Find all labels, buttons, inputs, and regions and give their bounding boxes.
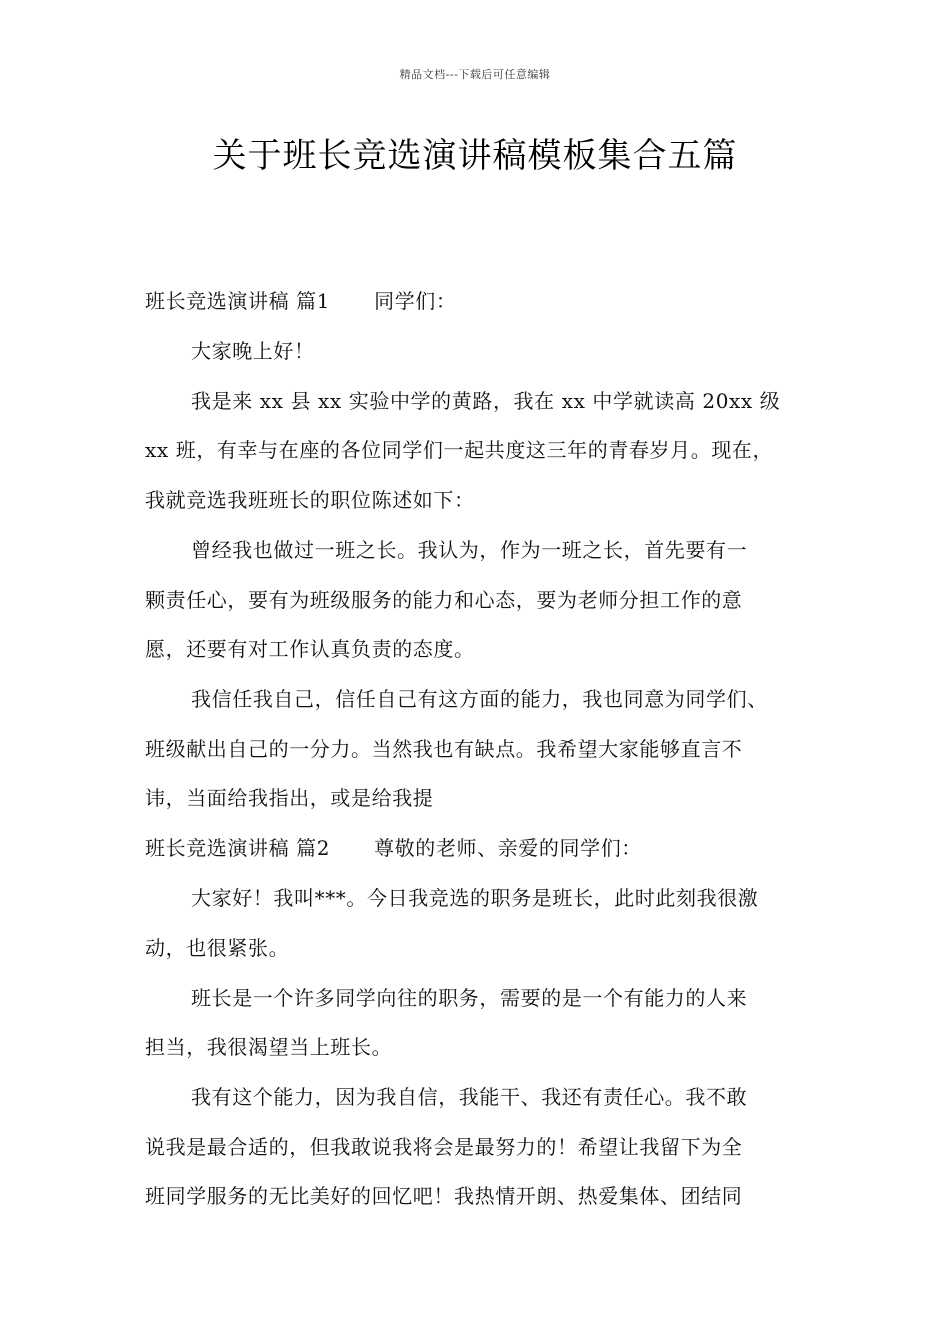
page-title: 关于班长竞选演讲稿模板集合五篇: [212, 136, 738, 176]
paragraph-line: xx 班，有幸与在座的各位同学们一起共度这三年的青春岁月。现在，: [145, 438, 774, 462]
header-note: 精品文档---下载后可任意编辑: [399, 68, 551, 81]
salutation: 尊敬的老师、亲爱的同学们：: [374, 836, 642, 860]
paragraph-line: 动，也很紧张。: [145, 936, 290, 960]
paragraph-line: 曾经我也做过一班之长。我认为，作为一班之长，首先要有一: [191, 538, 748, 562]
paragraph-line: 说我是最合适的，但我敢说我将会是最努力的！希望让我留下为全: [145, 1135, 743, 1159]
section-heading-row: [145, 835, 825, 861]
paragraph-line: 班同学服务的无比美好的回忆吧！我热情开朗、热爱集体、团结同: [145, 1184, 743, 1208]
paragraph-line: 讳，当面给我指出，或是给我提: [145, 786, 434, 810]
section-heading-row: [145, 288, 825, 314]
paragraph-line: 颗责任心，要有为班级服务的能力和心态，要为老师分担工作的意: [145, 588, 743, 612]
paragraph-line: 我是来 xx 县 xx 实验中学的黄路，我在 xx 中学就读高 20xx 级: [191, 389, 781, 413]
paragraph-line: 我有这个能力，因为我自信，我能干、我还有责任心。我不敢: [191, 1085, 748, 1109]
paragraph-line: 我就竞选我班班长的职位陈述如下：: [145, 488, 475, 512]
paragraph-line: 愿，还要有对工作认真负责的态度。: [145, 637, 475, 661]
paragraph-line: 担当，我很渴望当上班长。: [145, 1035, 393, 1059]
paragraph-line: 大家好！我叫***。今日我竞选的职务是班长，此时此刻我很激: [191, 886, 759, 910]
paragraph-line: 班级献出自己的一分力。当然我也有缺点。我希望大家能够直言不: [145, 737, 743, 761]
paragraph-line: 大家晚上好！: [191, 339, 315, 363]
section-heading: 班长竞选演讲稿 篇1: [145, 289, 331, 313]
paragraph-line: 班长是一个许多同学向往的职务，需要的是一个有能力的人来: [191, 986, 748, 1010]
paragraph-line: 我信任我自己，信任自己有这方面的能力，我也同意为同学们、: [191, 687, 768, 711]
salutation: 同学们：: [374, 289, 457, 313]
section-heading: 班长竞选演讲稿 篇2: [145, 836, 331, 860]
